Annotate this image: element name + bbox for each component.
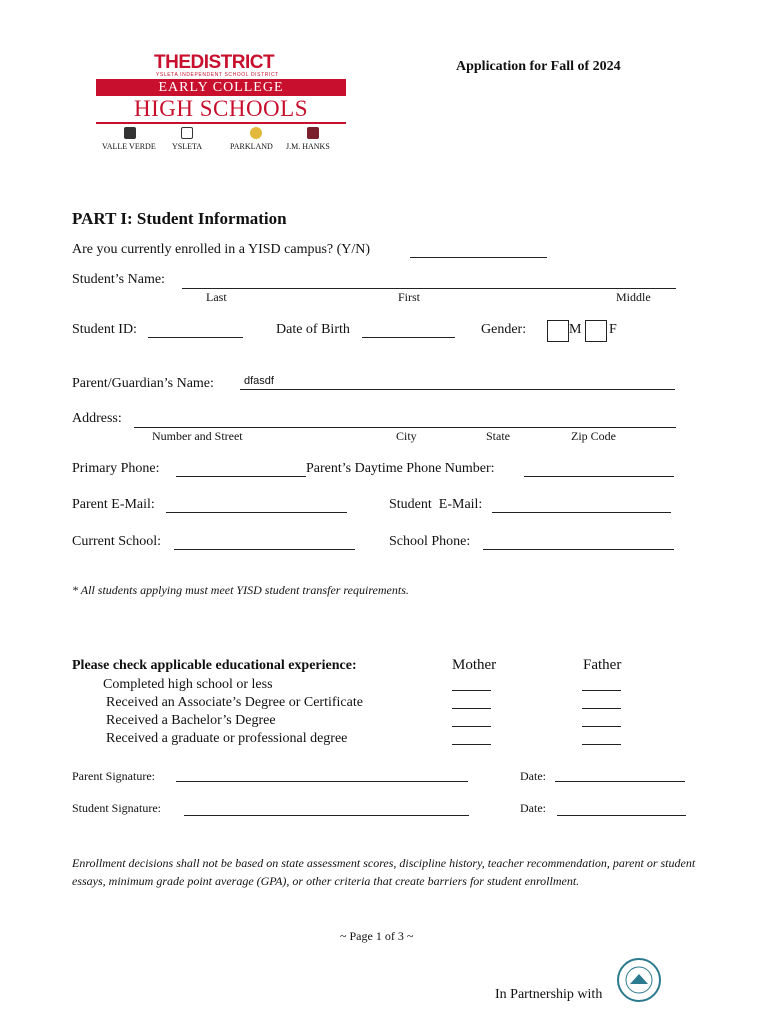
student-signature-label: Student Signature: xyxy=(72,801,161,815)
current-school-field[interactable] xyxy=(174,549,355,550)
gender-f-checkbox[interactable] xyxy=(585,320,607,342)
parent-email-field[interactable] xyxy=(166,512,347,513)
education-heading: Please check applicable educational experience: xyxy=(72,658,357,673)
campus-parkland: PARKLAND xyxy=(230,142,273,151)
gender-m-checkbox[interactable] xyxy=(547,320,569,342)
epcc-seal-graphic xyxy=(619,960,659,1000)
parent-signature-field[interactable] xyxy=(176,781,468,782)
student-name-field[interactable] xyxy=(182,288,676,289)
student-id-field[interactable] xyxy=(148,337,243,338)
guardian-value[interactable]: dfasdf xyxy=(244,375,274,387)
partnership-text: In Partnership with xyxy=(495,987,603,1002)
enrolled-answer-field[interactable] xyxy=(410,257,547,258)
address-sublabel-street: Number and Street xyxy=(152,429,243,443)
father-column-heading: Father xyxy=(583,657,622,673)
parent-date-label: Date: xyxy=(520,769,546,783)
name-sublabel-first: First xyxy=(398,290,421,304)
logo-title: HIGH SCHOOLS xyxy=(133,96,309,121)
logo-underline xyxy=(96,122,346,124)
current-school-label: Current School: xyxy=(72,534,162,549)
parkland-icon xyxy=(250,127,262,139)
primary-phone-field[interactable] xyxy=(176,476,306,477)
edu-option-graduate: Received a graduate or professional degree xyxy=(106,731,348,746)
edu-option-bachelors: Received a Bachelor’s Degree xyxy=(106,713,276,728)
student-date-field[interactable] xyxy=(557,815,686,816)
logo-banner: EARLY COLLEGE xyxy=(96,79,346,96)
student-name-label: Student’s Name: xyxy=(72,272,165,287)
jm-hanks-icon xyxy=(307,127,319,139)
ysleta-icon xyxy=(181,127,193,139)
campus-ysleta: YSLETA xyxy=(172,142,203,151)
transfer-note: * All students applying must meet YISD student transfer requirements. xyxy=(72,583,409,597)
page-number: ~ Page 1 of 3 ~ xyxy=(340,929,414,943)
epcc-seal-icon xyxy=(617,958,661,1002)
gender-f-label: F xyxy=(609,322,617,337)
guardian-label: Parent/Guardian’s Name: xyxy=(72,376,214,391)
name-sublabel-last: Last xyxy=(206,290,227,304)
enrolled-question: Are you currently enrolled in a YISD campus? (Y/N) xyxy=(72,242,371,257)
gender-label: Gender: xyxy=(481,322,527,337)
parent-phone-label: Parent’s Daytime Phone Number: xyxy=(306,461,495,476)
school-phone-label: School Phone: xyxy=(389,534,471,549)
student-email-field[interactable] xyxy=(492,512,671,513)
father-associates-field[interactable] xyxy=(582,708,621,709)
enrollment-note: Enrollment decisions shall not be based on state assessment scores, discipline history, teacher recommendation, parent or student essays, minimum grade point average (GPA), or other criteria that create barriers for student enrollment. xyxy=(72,856,696,888)
parent-email-label: Parent E-Mail: xyxy=(72,497,155,512)
address-sublabel-state: State xyxy=(486,429,510,443)
mother-graduate-field[interactable] xyxy=(452,744,491,745)
parent-signature-label: Parent Signature: xyxy=(72,769,155,783)
edu-option-high-school: Completed high school or less xyxy=(103,677,273,692)
student-signature-field[interactable] xyxy=(184,815,469,816)
school-phone-field[interactable] xyxy=(483,549,674,550)
part1-heading: PART I: Student Information xyxy=(72,209,287,228)
name-sublabel-middle: Middle xyxy=(616,290,651,304)
edu-option-associates: Received an Associate’s Degree or Certificate xyxy=(106,695,363,710)
address-sublabel-zip: Zip Code xyxy=(571,429,616,443)
mother-bachelors-field[interactable] xyxy=(452,726,491,727)
gender-m-label: M xyxy=(569,322,582,337)
parent-phone-field[interactable] xyxy=(524,476,674,477)
parent-date-field[interactable] xyxy=(555,781,685,782)
application-title: Application for Fall of 2024 xyxy=(456,59,621,74)
student-id-label: Student ID: xyxy=(72,322,137,337)
dob-label: Date of Birth xyxy=(276,322,350,337)
address-label: Address: xyxy=(72,411,122,426)
address-sublabel-city: City xyxy=(396,429,417,443)
father-graduate-field[interactable] xyxy=(582,744,621,745)
mother-associates-field[interactable] xyxy=(452,708,491,709)
mother-high-school-field[interactable] xyxy=(452,690,491,691)
primary-phone-label: Primary Phone: xyxy=(72,461,160,476)
student-email-label: Student E-Mail: xyxy=(389,497,483,512)
mother-column-heading: Mother xyxy=(452,657,497,673)
address-field[interactable] xyxy=(134,427,676,428)
valle-verde-icon xyxy=(124,127,136,139)
father-bachelors-field[interactable] xyxy=(582,726,621,727)
father-high-school-field[interactable] xyxy=(582,690,621,691)
district-logo xyxy=(96,52,346,156)
guardian-field[interactable] xyxy=(240,389,675,390)
dob-field[interactable] xyxy=(362,337,455,338)
logo-subtitle: YSLETA INDEPENDENT SCHOOL DISTRICT xyxy=(156,72,279,78)
campus-valle-verde: VALLE VERDE xyxy=(102,142,156,151)
student-date-label: Date: xyxy=(520,801,546,815)
campus-jm-hanks: J.M. HANKS xyxy=(286,142,330,151)
logo-district-wordmark: THEDISTRICT xyxy=(154,52,275,73)
